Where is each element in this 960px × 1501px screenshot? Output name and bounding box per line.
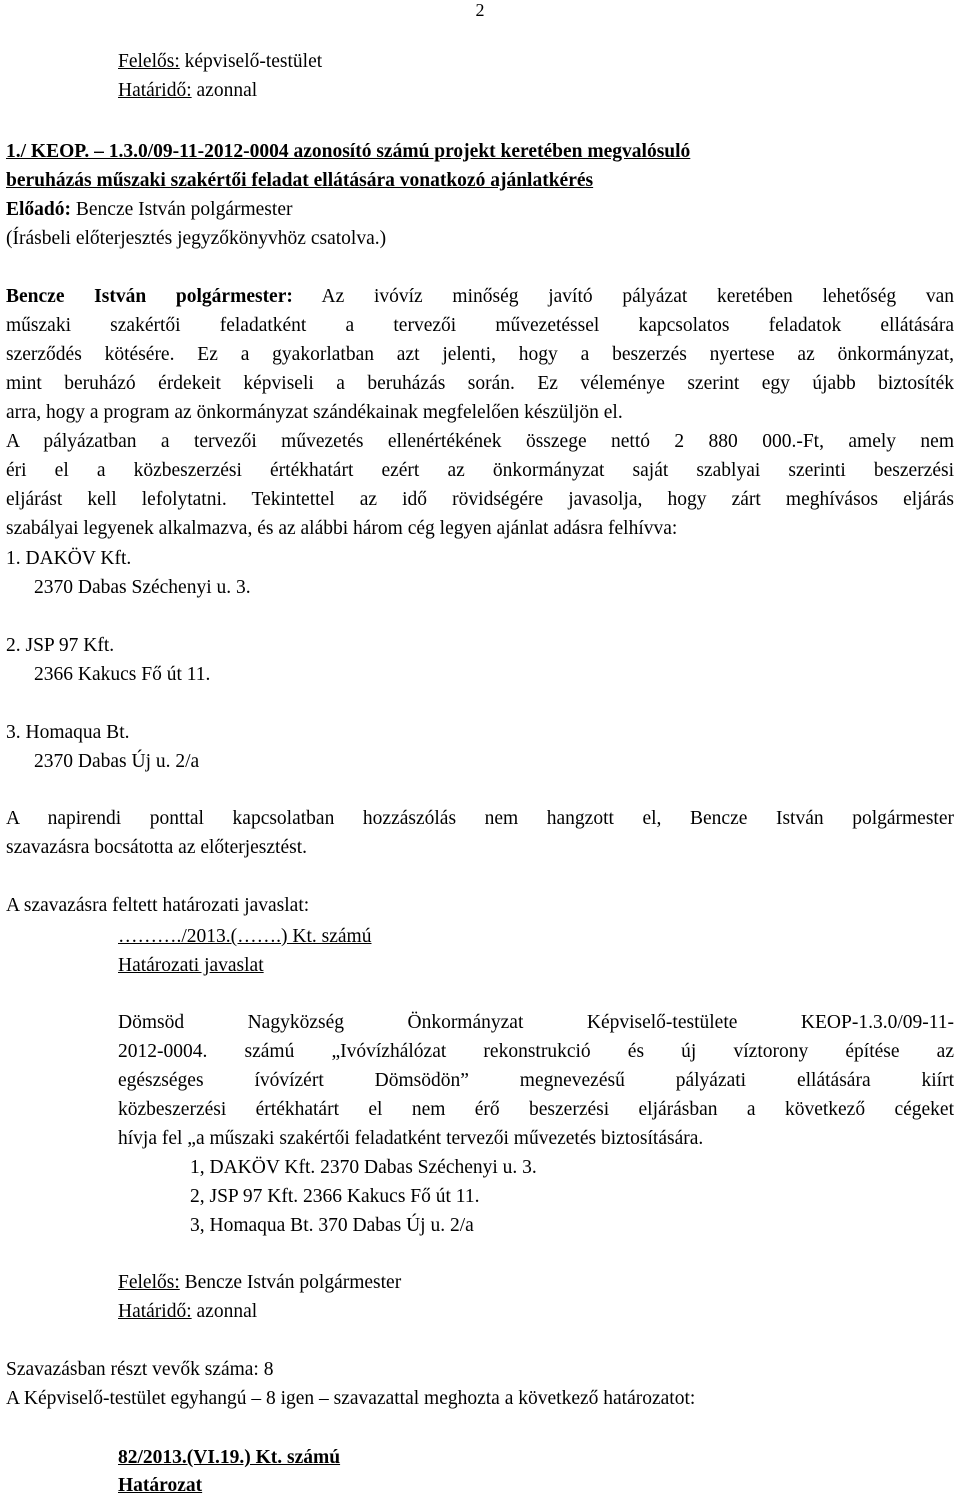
presenter-label: Előadó: bbox=[6, 199, 72, 220]
proposal-line-4: hívja fel „a műszaki szakértői feladatként tervezői művezetés biztosítására. bbox=[118, 1128, 704, 1149]
speech-line-3: mint beruházó érdekeit képviseli a beruházás során. Ez véleménye szerint egy újabb biztosíték bbox=[6, 373, 954, 394]
company-1-address: 2370 Dabas Széchenyi u. 3. bbox=[34, 577, 251, 598]
proposal-responsible-value: Bencze István polgármester bbox=[184, 1272, 402, 1293]
vote-paragraph bbox=[6, 1355, 954, 1413]
company-1-name: 1. DAKÖV Kft. bbox=[6, 548, 132, 569]
proposal-responsible-label: Felelős: bbox=[118, 1272, 180, 1293]
proposal-list-item-1: 1, DAKÖV Kft. 2370 Dabas Széchenyi u. 3. bbox=[190, 1157, 537, 1178]
presenter-line bbox=[6, 195, 954, 224]
page-number: 2 bbox=[475, 0, 485, 20]
agenda-title-line-2: beruházás műszaki szakértői feladat ellátására vonatkozó ajánlatkérés bbox=[6, 170, 594, 191]
proposal-deadline-label: Határidő: bbox=[118, 1301, 192, 1322]
proposal-list-item-2: 2, JSP 97 Kft. 2366 Kakucs Fő út 11. bbox=[190, 1186, 480, 1207]
speaker-name: Bencze István polgármester: bbox=[6, 286, 293, 307]
vote-participants: Szavazásban részt vevők száma: 8 bbox=[6, 1359, 274, 1380]
speech-paragraph bbox=[6, 282, 954, 543]
agenda-title-line-1: 1./ KEOP. – 1.3.0/09-11-2012-0004 azonosító számú projekt keretében megvalósuló bbox=[6, 141, 691, 162]
speech-line-4: arra, hogy a program az önkormányzat szándékainak megfelelően készüljön el. bbox=[6, 402, 623, 423]
proposal-deadline-line bbox=[118, 1297, 257, 1326]
company-2-name: 2. JSP 97 Kft. bbox=[6, 635, 115, 656]
deadline-value: azonnal bbox=[196, 80, 258, 101]
proposal-heading: Határozati javaslat bbox=[118, 955, 264, 976]
speech-line-8: szabályai legyenek alkalmazva, és az alábbi három cég legyen ajánlat adásra felhívva: bbox=[6, 518, 678, 539]
responsible-label: Felelős: bbox=[118, 51, 180, 72]
agenda-item bbox=[6, 137, 954, 253]
proposal-line-3: közbeszerzési értékhatárt el nem érő beszerzési eljárásban a következő cégeket bbox=[118, 1099, 954, 1120]
discussion-line-2: szavazásra bocsátotta az előterjesztést. bbox=[6, 837, 308, 858]
proposal-number: ………./2013.(…….) Kt. számú bbox=[118, 926, 372, 947]
proposal-line-2: egészséges ívóvízért Dömsödön” megnevezésű pályázati ellátására kiírt bbox=[118, 1070, 954, 1091]
discussion-line-1: A napirendi ponttal kapcsolatban hozzászólás nem hangzott el, Bencze István polgármester bbox=[6, 808, 954, 829]
presenter-value: Bencze István polgármester bbox=[75, 199, 293, 220]
agenda-note: (Írásbeli előterjesztés jegyzőkönyvhöz csatolva.) bbox=[6, 228, 387, 249]
deadline-label: Határidő: bbox=[118, 80, 192, 101]
resolution-number: 82/2013.(VI.19.) Kt. számú bbox=[118, 1447, 341, 1468]
speech-line-1: műszaki szakértői feladatként a tervezői művezetéssel kapcsolatos feladatok ellátására bbox=[6, 315, 954, 336]
proposal-responsible-line bbox=[118, 1268, 401, 1297]
vote-result: A Képviselő-testület egyhangú – 8 igen – szavazattal meghozta a következő határozatot: bbox=[6, 1388, 696, 1409]
speech-line-2: szerződés kötésére. Ez a gyakorlatban azt jelenti, hogy a beszerzés nyertese az önkormányzat, bbox=[6, 344, 954, 365]
speech-line-0: Bencze István polgármester: Az ivóvíz minőség javító pályázat keretében lehetőség van bbox=[6, 286, 954, 307]
company-2-address: 2366 Kakucs Fő út 11. bbox=[34, 664, 211, 685]
proposal-text bbox=[118, 1008, 954, 1153]
company-3-address: 2370 Dabas Új u. 2/a bbox=[34, 751, 200, 772]
top-deadline-line bbox=[118, 80, 257, 102]
discussion-paragraph bbox=[6, 804, 954, 862]
speech-line-6: éri el a közbeszerzési értékhatárt ezért az önkormányzat saját szablyai szerinti beszerzési bbox=[6, 460, 954, 481]
proposal-intro: A szavazásra feltett határozati javaslat: bbox=[6, 895, 310, 916]
proposal-line-0: Dömsöd Nagyközség Önkormányzat Képviselő-testülete KEOP-1.3.0/09-11- bbox=[118, 1012, 954, 1033]
proposal-deadline-value: azonnal bbox=[196, 1301, 258, 1322]
top-responsible-line bbox=[118, 51, 322, 73]
speech-line-7: eljárást kell lefolytatni. Tekintettel az idő rövidségére javasolja, hogy zárt meghívásos eljárás bbox=[6, 489, 954, 510]
company-3-name: 3. Homaqua Bt. bbox=[6, 722, 130, 743]
proposal-line-1: 2012-0004. számú „Ivóvízhálózat rekonstrukció és új víztorony építése az bbox=[118, 1041, 954, 1062]
speech-line-5: A pályázatban a tervezői művezetés ellenértékének összege nettó 2 880 000.-Ft, amely nem bbox=[6, 431, 954, 452]
resolution-heading: Határozat bbox=[118, 1475, 203, 1496]
responsible-value: képviselő-testület bbox=[184, 51, 323, 72]
proposal-list-item-3: 3, Homaqua Bt. 370 Dabas Új u. 2/a bbox=[190, 1215, 474, 1236]
